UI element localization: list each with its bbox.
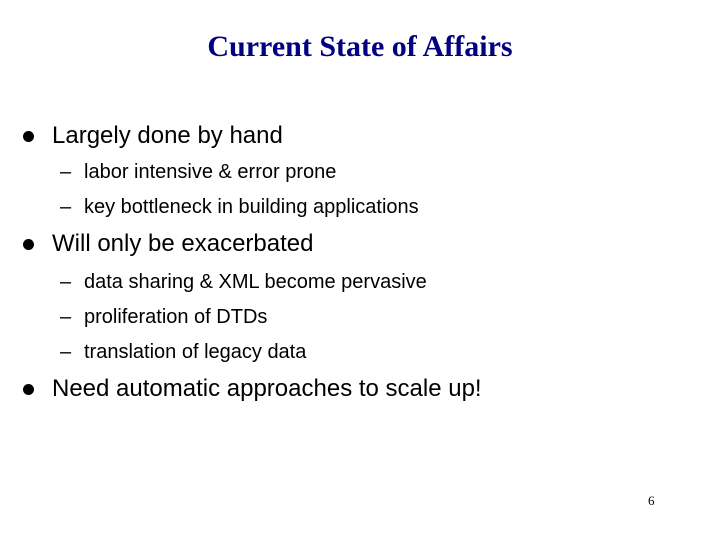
dash-marker: – bbox=[60, 341, 72, 363]
dash-marker: – bbox=[60, 161, 72, 183]
bullet-dot-icon bbox=[23, 384, 34, 395]
sub-bullet-text: key bottleneck in building applications bbox=[84, 196, 419, 218]
bullet-text: Will only be exacerbated bbox=[52, 230, 314, 257]
sub-bullet-text: translation of legacy data bbox=[84, 341, 307, 363]
bullet-dot-icon bbox=[23, 131, 34, 142]
dash-marker: – bbox=[60, 306, 72, 328]
dash-marker: – bbox=[60, 196, 72, 218]
bullet-text: Largely done by hand bbox=[52, 122, 283, 149]
bullet-dot-icon bbox=[23, 239, 34, 250]
slide-title: Current State of Affairs bbox=[207, 30, 513, 63]
dash-marker: – bbox=[60, 271, 72, 293]
sub-bullet-text: labor intensive & error prone bbox=[84, 161, 337, 183]
bullet-text: Need automatic approaches to scale up! bbox=[52, 375, 482, 402]
sub-bullet-text: data sharing & XML become pervasive bbox=[84, 271, 427, 293]
sub-bullet-text: proliferation of DTDs bbox=[84, 306, 268, 328]
page-number: 6 bbox=[648, 493, 655, 508]
